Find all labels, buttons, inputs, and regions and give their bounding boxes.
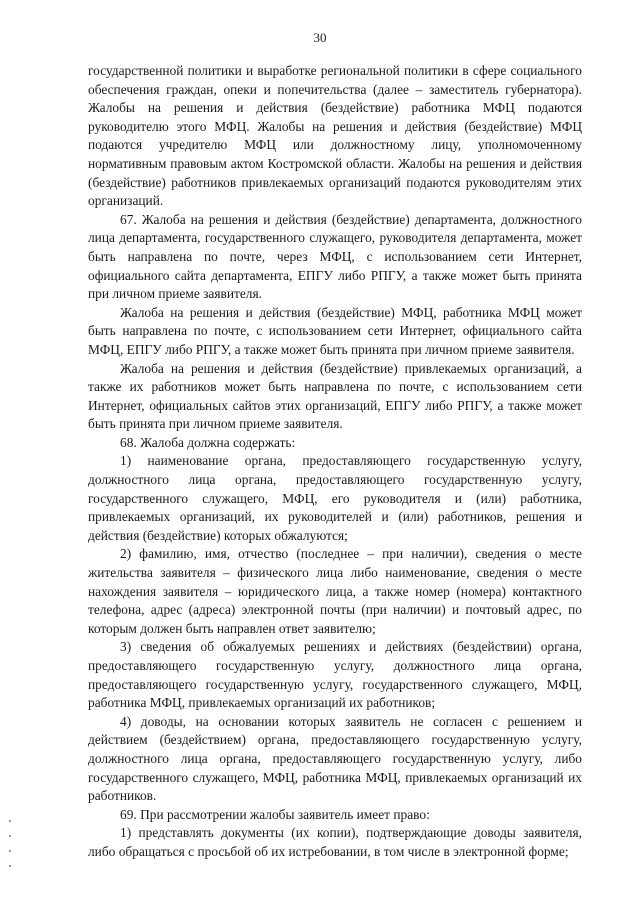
paragraph: 67. Жалоба на решения и действия (бездействие) департамента, должностного лица департамента, государственного служащего, руководителя департамента, может быть направлена по почте, через МФЦ, с использованием сети Интернет, официального сайта департамента, ЕПГУ либо РПГУ, а также может быть принята при личном приеме заявителя. (88, 211, 582, 302)
scan-margin-marks (8, 820, 14, 890)
paragraph: 1) представлять документы (их копии), подтверждающие доводы заявителя, либо обращаться с просьбой об их истребовании, в том числе в электронной форме; (88, 825, 582, 859)
paragraph: 4) доводы, на основании которых заявитель не согласен с решением и действием (бездействием) органа, предоставляющего государственную услугу, должностного лица органа, предоставляющего государственную услугу, либо государственного служащего, МФЦ, работника МФЦ, привлекаемых организаций их работников. (88, 713, 582, 804)
paragraph: Жалоба на решения и действия (бездействие) привлекаемых организаций, а также их работников может быть направлена по почте, с использованием сети Интернет, официальных сайтов этих организаций, ЕПГУ либо РПГУ, а также может быть принята при личном приеме заявителя. (88, 360, 582, 432)
paragraph: государственной политики и выработке региональной политики в сфере социального обеспечения граждан, опеки и попечительства (далее – заместитель губернатора). Жалобы на решения и действия (бездействие) работника МФЦ подаются руководителю этого МФЦ. Жалобы на решения и действия (бездействие) МФЦ подаются учредителю МФЦ или должностному лицу, уполномоченному нормативным правовым актом Костромской области. Жалобы на решения и действия (бездействие) работников привлекаемых организаций подаются руководителям этих организаций. (88, 63, 582, 209)
paragraph: 2) фамилию, имя, отчество (последнее – при наличии), сведения о месте жительства заявителя – физического лица либо наименование, сведения о месте нахождения заявителя – юридического лица, а также номер (номера) контактного телефона, адрес (адреса) электронной почты (при наличии) и почтовый адрес, по которым должен быть направлен ответ заявителю; (88, 546, 582, 636)
paragraph: 69. При рассмотрении жалобы заявитель имеет право: (120, 806, 430, 822)
paragraph: 3) сведения об обжалуемых решениях и действиях (бездействии) органа, предоставляющего государственную услугу, должностного лица органа, предоставляющего государственную услугу, государственного служащего, МФЦ, работника МФЦ, привлекаемых организаций их работников; (88, 639, 582, 711)
page-number: 30 (313, 30, 327, 45)
paragraph: Жалоба на решения и действия (бездействие) МФЦ, работника МФЦ может быть направлена по почте, с использованием сети Интернет, официального сайта МФЦ, ЕПГУ либо РПГУ, а также может быть принята при личном приеме заявителя. (88, 304, 582, 357)
document-body (88, 62, 582, 862)
paragraph: 68. Жалоба должна содержать: (120, 434, 296, 450)
paragraph: 1) наименование органа, предоставляющего государственную услугу, должностного лица органа, предоставляющего государственную услугу, государственного служащего, МФЦ, его руководителя и (или) работника, привлекаемых организаций, их руководителей и (или) работников, решения и действия (бездействие) которых обжалуются; (88, 453, 582, 543)
